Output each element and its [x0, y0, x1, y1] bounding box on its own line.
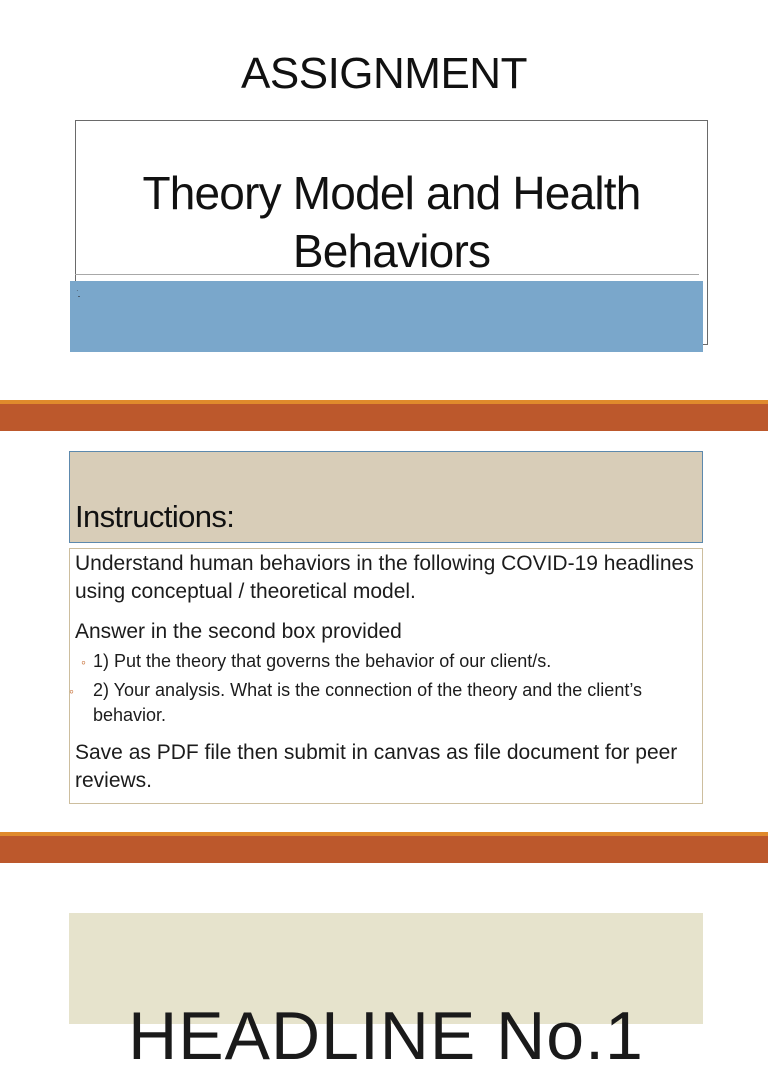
band-mark-text: ·: [76, 286, 79, 295]
slide-divider: [0, 400, 768, 431]
slide-divider: [0, 832, 768, 863]
subtitle-band: [70, 281, 703, 352]
slide-title-line-1: Theory Model and Health: [142, 167, 641, 219]
bullet-marker-icon: ◦: [81, 654, 86, 670]
instructions-paragraph-3: Save as PDF file then submit in canvas as file document for peer reviews.: [75, 741, 678, 792]
bullet-text: 1) Put the theory that governs the behavior of our client/s.: [93, 651, 552, 671]
bullet-text: 2) Your analysis. What is the connection of the theory and the client’s behavior.: [93, 680, 642, 725]
instructions-bullet-2: [69, 678, 693, 727]
slide-title: [75, 164, 708, 280]
band-mark: [78, 296, 80, 297]
slide-title-line-2: Behaviors: [292, 225, 491, 277]
instructions-paragraph-2: Answer in the second box provided: [75, 620, 402, 643]
assignment-heading: ASSIGNMENT: [241, 49, 527, 98]
instructions-heading: Instructions:: [75, 499, 235, 534]
instructions-bullet-1: [81, 649, 691, 674]
instructions-paragraph-1: Understand human behaviors in the following COVID-19 headlines using conceptual / theoretical model.: [75, 552, 694, 603]
bullet-marker-icon: ◦: [69, 683, 74, 699]
headline-title: HEADLINE No.1: [128, 998, 644, 1074]
